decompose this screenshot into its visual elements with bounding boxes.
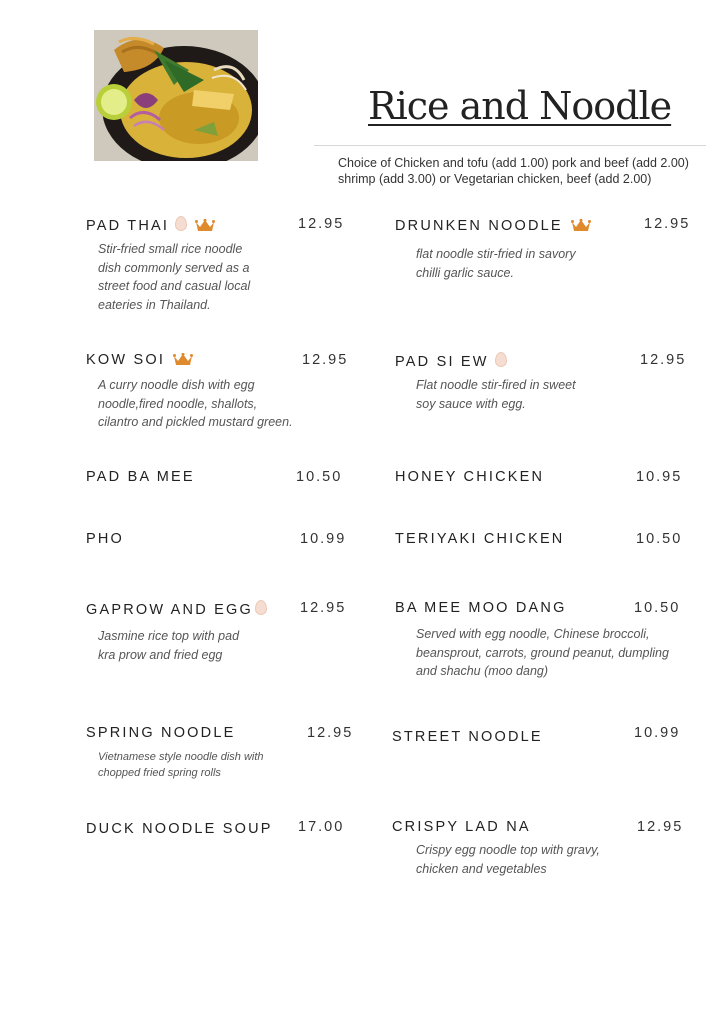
- item-name: PAD BA MEE: [86, 469, 195, 485]
- item-name: SPRING NOODLE: [86, 725, 236, 741]
- desc-line: chopped fried spring rolls: [98, 767, 221, 779]
- desc-line: Flat noodle stir-fired in sweet: [416, 378, 576, 392]
- egg-icon: [175, 216, 187, 231]
- protein-options-note: [338, 155, 718, 187]
- desc-line: Jasmine rice top with pad: [98, 629, 240, 643]
- item-name: PAD SI EW: [395, 354, 489, 370]
- item-price: 17.00: [298, 819, 345, 835]
- item-name: GAPROW AND EGG: [86, 602, 253, 618]
- item-name: DUCK NOODLE SOUP: [86, 821, 273, 837]
- desc-line: Vietnamese style noodle dish with: [98, 751, 264, 763]
- note-line: Choice of Chicken and tofu (add 1.00) pork and beef (add 2.00): [338, 156, 689, 170]
- item-name: BA MEE MOO DANG: [395, 600, 567, 616]
- item-description: [416, 841, 600, 878]
- item-price: 12.95: [637, 819, 684, 835]
- item-name: HONEY CHICKEN: [395, 469, 545, 485]
- item-price: 12.95: [307, 725, 354, 741]
- item-name: STREET NOODLE: [392, 729, 543, 745]
- desc-line: dish commonly served as a: [98, 260, 250, 275]
- desc-line: Crispy egg noodle top with gravy,: [416, 843, 600, 857]
- item-price: 10.50: [634, 600, 681, 616]
- item-price: 12.95: [640, 352, 687, 368]
- item-name: CRISPY LAD NA: [392, 819, 531, 835]
- desc-line: cilantro and pickled mustard green.: [98, 415, 293, 429]
- desc-line: chicken and vegetables: [416, 861, 547, 876]
- desc-line: chilli garlic sauce.: [416, 265, 514, 280]
- item-description: [416, 625, 669, 681]
- item-price: 10.99: [634, 725, 681, 741]
- crown-icon: [173, 353, 193, 370]
- desc-line: soy sauce with egg.: [416, 396, 526, 411]
- item-price: 12.95: [644, 216, 691, 232]
- item-price: 12.95: [298, 216, 345, 232]
- item-price: 10.50: [636, 531, 683, 547]
- note-line: shrimp (add 3.00) or Vegetarian chicken, beef (add 2.00): [338, 172, 652, 186]
- item-description: [98, 749, 264, 781]
- desc-line: noodle,fired noodle, shallots,: [98, 396, 258, 411]
- item-price: 10.50: [296, 469, 343, 485]
- egg-icon: [255, 600, 267, 615]
- item-description: [98, 627, 239, 664]
- item-price: 10.95: [636, 469, 683, 485]
- desc-line: kra prow and fried egg: [98, 647, 223, 662]
- desc-line: street food and casual local: [98, 279, 251, 293]
- crown-icon: [571, 219, 591, 236]
- desc-line: eateries in Thailand.: [98, 297, 211, 312]
- item-price: 12.95: [300, 600, 347, 616]
- desc-line: Stir-fried small rice noodle: [98, 242, 243, 256]
- item-description: [98, 240, 250, 314]
- egg-icon: [495, 352, 507, 367]
- desc-line: and shachu (moo dang): [416, 664, 549, 678]
- item-name: TERIYAKI CHICKEN: [395, 531, 565, 547]
- title-divider: [314, 145, 706, 146]
- desc-line: A curry noodle dish with egg: [98, 378, 255, 392]
- item-name: PHO: [86, 531, 125, 547]
- desc-line: beansprout, carrots, ground peanut, dumpling: [416, 645, 669, 660]
- crown-icon: [195, 219, 215, 236]
- item-price: 12.95: [302, 352, 349, 368]
- dish-photo: [94, 30, 258, 161]
- item-name: DRUNKEN NOODLE: [395, 218, 563, 234]
- item-name: KOW SOI: [86, 352, 166, 368]
- page-title: Rice and Noodle: [368, 84, 672, 128]
- desc-line: Served with egg noodle, Chinese broccoli,: [416, 627, 650, 641]
- item-price: 10.99: [300, 531, 347, 547]
- item-description: [416, 245, 576, 282]
- item-description: [98, 376, 293, 432]
- item-name: PAD THAI: [86, 218, 170, 234]
- item-description: [416, 376, 576, 413]
- desc-line: flat noodle stir-fried in savory: [416, 247, 576, 261]
